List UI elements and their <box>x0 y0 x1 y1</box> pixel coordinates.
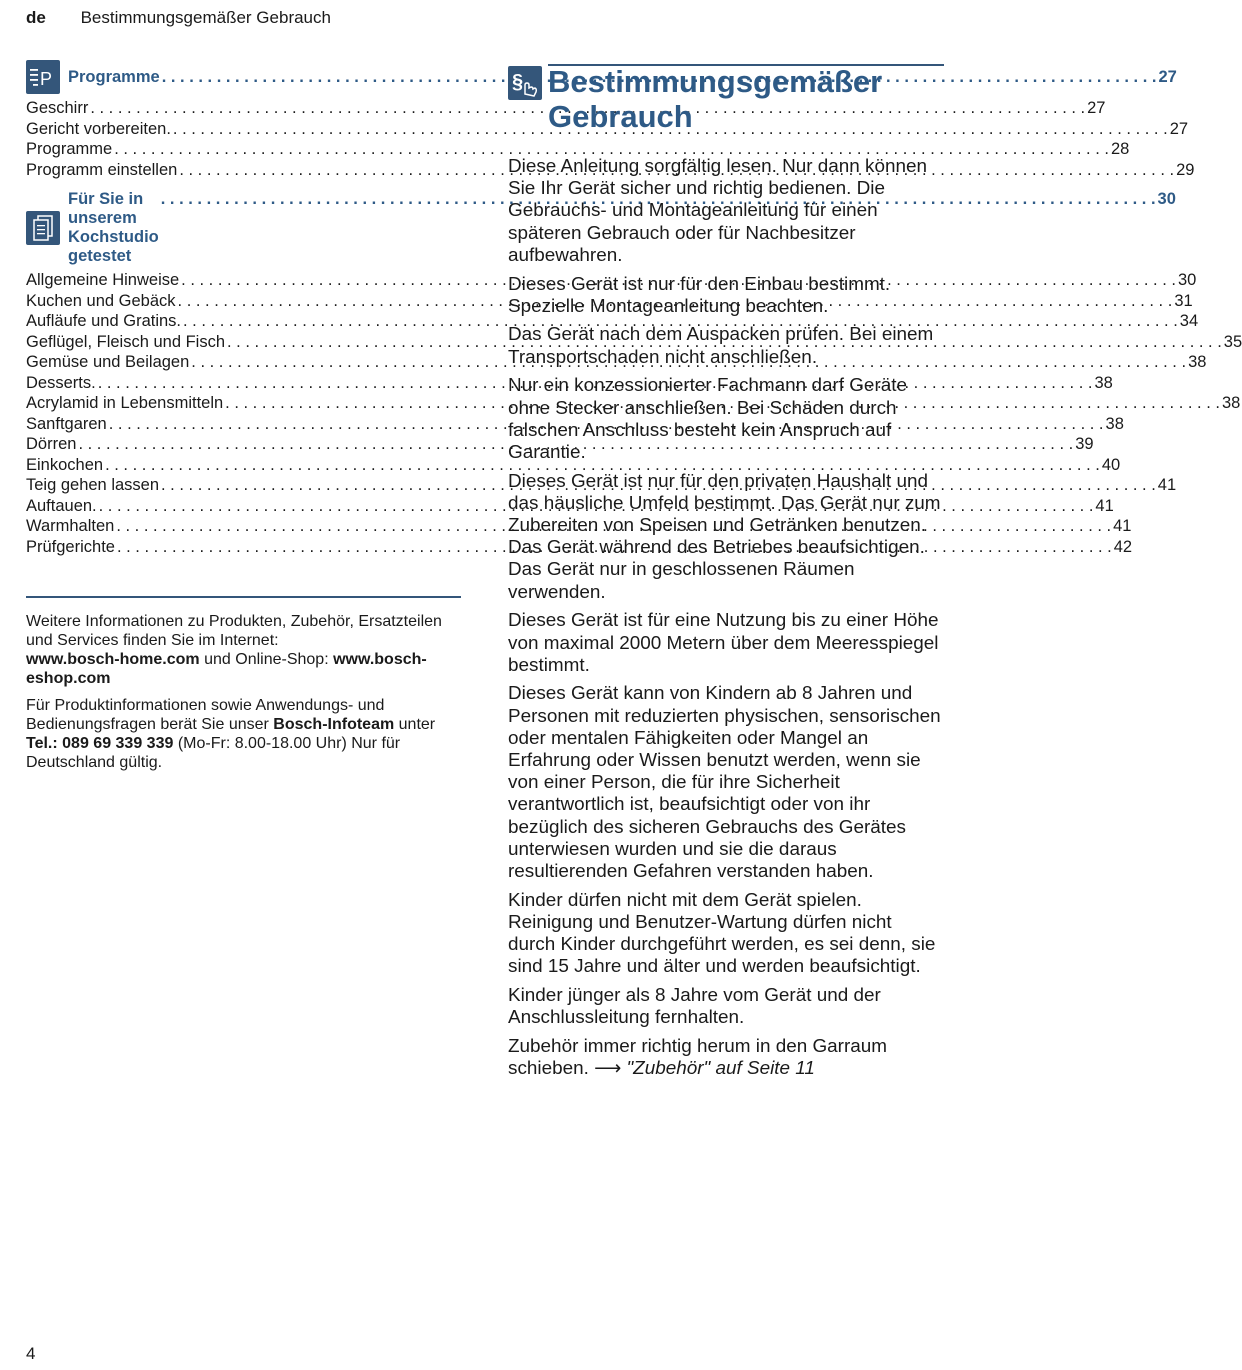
language-code: de <box>26 8 46 27</box>
toc-entry[interactable] <box>26 496 1114 517</box>
phone-number[interactable]: Tel.: 089 69 339 339 <box>26 735 174 752</box>
toc-entry-page: 27 <box>1169 119 1189 138</box>
toc-entry[interactable] <box>26 332 1242 353</box>
toc-entry-label: Programme <box>26 140 113 158</box>
toc-entry[interactable] <box>26 434 1094 455</box>
toc-entry-page: 31 <box>1174 291 1193 310</box>
toc-entry[interactable] <box>26 119 1189 140</box>
toc-entry-label: Gericht vorbereiten. <box>26 119 171 138</box>
toc-entry-label: Warmhalten <box>26 517 115 535</box>
toc-entry-page: 38 <box>1094 373 1113 392</box>
eshop-link[interactable]: www.bosch-eshop.com <box>26 651 427 687</box>
toc-section-page: 27 <box>1158 67 1177 86</box>
toc-section-page: 30 <box>1157 190 1176 208</box>
page-header <box>26 8 331 28</box>
toc-entry[interactable] <box>26 516 1132 537</box>
toc-section-programme[interactable] <box>26 60 1177 94</box>
section-paragraph: Kinder jünger als 8 Jahre vom Gerät und der Anschlussleitung fernhalten. <box>508 985 881 1029</box>
toc-entry-page: 39 <box>1075 435 1094 453</box>
toc-entry[interactable] <box>26 414 1124 435</box>
section-paragraph: Nur ein konzessionierter Fachmann darf Geräte ohne Stecker anschließen. Bei Schäden durch falschen Anschluss besteht kein Anspruch auf Garantie. <box>508 375 907 463</box>
info-paragraph-contact <box>26 696 464 772</box>
info-text: Weitere Informationen zu Produkten, Zubehör, Ersatzteilen und Services finden Sie im Internet: <box>26 613 442 649</box>
info-text: (Mo-Fr: 8.00-18.00 Uhr) Nur für Deutschland gültig. <box>26 735 401 771</box>
toc-entry-label: Einkochen <box>26 455 104 474</box>
cross-reference-link[interactable]: "Zubehör" auf Seite 11 <box>626 1058 815 1080</box>
website-link[interactable]: www.bosch-home.com <box>26 651 200 668</box>
toc-entry-page: 27 <box>1087 99 1106 117</box>
paragraph-hand-icon <box>508 66 542 100</box>
info-text: unter <box>398 716 436 733</box>
toc-entry[interactable] <box>26 291 1193 312</box>
toc-entry[interactable] <box>26 160 1195 181</box>
header-title: Bestimmungsgemäßer Gebrauch <box>80 8 331 27</box>
toc-entry-page: 40 <box>1101 455 1121 474</box>
toc-entry-page: 29 <box>1176 160 1195 179</box>
toc-entry[interactable] <box>26 270 1197 291</box>
toc-entry-page: 38 <box>1105 414 1124 433</box>
programme-icon <box>26 60 60 94</box>
infoteam-name: Bosch-Infoteam <box>273 716 395 733</box>
toc-entry-page: 42 <box>1113 537 1133 556</box>
toc-entry-label: Kuchen und Gebäck <box>26 291 176 310</box>
toc-entry-page: 34 <box>1179 312 1199 330</box>
toc-entry-label: Desserts. <box>26 373 96 392</box>
toc-entry-label: Acrylamid in Lebensmitteln <box>26 394 224 412</box>
section-header <box>508 64 944 156</box>
toc-entry[interactable] <box>26 373 1113 394</box>
toc-entry-page: 35 <box>1223 332 1242 351</box>
toc-entry-page: 41 <box>1157 476 1177 494</box>
section-title: Bestimmungsgemäßer Gebrauch <box>548 64 883 134</box>
toc-entry-page: 28 <box>1110 140 1130 158</box>
section-paragraph: Diese Anleitung sorgfältig lesen. Nur dann können Sie Ihr Gerät sicher und richtig bedienen. Die Gebrauchs- und Montageanleitung für einen späteren Gebrauch oder für Nachbesitzer aufbewahren. <box>508 156 928 266</box>
svg-text:§: § <box>512 71 524 93</box>
toc-entry-label: Dörren <box>26 435 77 453</box>
toc-section-title: Programme <box>68 67 160 86</box>
document-icon <box>26 211 60 245</box>
section-paragraph: Das Gerät nach dem Auspacken prüfen. Bei einem Transportschaden nicht anschließen. <box>508 324 934 368</box>
toc-entry[interactable] <box>26 352 1207 373</box>
page-number: 4 <box>26 1344 36 1363</box>
section-body <box>508 156 944 1030</box>
toc-entry-label: Geflügel, Fleisch und Fisch <box>26 332 226 351</box>
section-paragraph: Dieses Gerät kann von Kindern ab 8 Jahren und Personen mit reduzierten physischen, sensorischen oder mentalen Fähigkeiten oder Mangel an Erfahrung oder Wissen benutzt werden, wenn sie von einer Person, die für ihre Sicherheit verantwortlich ist, beaufsichtigt oder von ihr bezüglich des sicheren Gebrauchs des Gerätes unterwiesen wurden und sie die daraus resultierenden Gefahren verstanden haben. <box>508 683 941 883</box>
toc-entry[interactable] <box>26 393 1241 414</box>
svg-text:P: P <box>40 69 53 89</box>
toc-entry-label: Sanftgaren <box>26 414 107 433</box>
info-paragraph-web <box>26 612 464 688</box>
toc-entry-label: Geschirr <box>26 99 89 117</box>
toc-entry-label: Gemüse und Beilagen <box>26 353 190 371</box>
info-block <box>26 612 464 780</box>
main-section <box>508 64 944 1087</box>
toc-entry[interactable] <box>26 475 1177 496</box>
section-paragraph: Dieses Gerät ist für eine Nutzung bis zu einer Höhe von maximal 2000 Metern über dem Meeresspiegel bestimmt. <box>508 610 939 676</box>
toc-entry-page: 30 <box>1177 271 1197 289</box>
section-paragraph: Dieses Gerät ist nur für den privaten Haushalt und das häusliche Umfeld bestimmt. Das Gerät nur zum Zubereiten von Speisen und Getränken benutzen. Das Gerät während des Betriebes beaufsichtigen. Das Gerät nur in geschlossenen Räumen verwenden. <box>508 470 941 603</box>
toc-entry[interactable] <box>26 537 1133 558</box>
toc-entry-label: Allgemeine Hinweise <box>26 271 180 289</box>
toc-entry[interactable] <box>26 455 1121 476</box>
toc-section-title: Für Sie in unserem Kochstudio getestet <box>68 190 159 265</box>
section-paragraph: Dieses Gerät ist nur für den Einbau bestimmt. Spezielle Montageanleitung beachten. <box>508 273 891 317</box>
toc-entry-label: Programm einstellen <box>26 160 178 179</box>
paragraph-accessory <box>508 1036 944 1080</box>
toc-entry-page: 41 <box>1113 517 1132 535</box>
toc-entry-page: 41 <box>1095 496 1114 515</box>
toc-entry-label: Aufläufe und Gratins. <box>26 312 182 330</box>
paragraph-text: Zubehör immer richtig herum in den Garraum schieben. <box>508 1036 888 1080</box>
toc-entry-label: Auftauen. <box>26 496 97 515</box>
toc-entry-label: Teig gehen lassen <box>26 476 160 494</box>
divider <box>26 596 461 598</box>
toc-entry[interactable] <box>26 311 1199 332</box>
toc-entry-page: 38 <box>1221 394 1241 412</box>
toc-entry-page: 38 <box>1188 353 1207 371</box>
toc-entry[interactable] <box>26 139 1130 160</box>
section-paragraph: Kinder dürfen nicht mit dem Gerät spielen. Reinigung und Benutzer-Wartung dürfen nicht durch Kinder durchgeführt werden, es sei denn, sie sind 15 Jahre und älter und werden beaufsichtigt. <box>508 889 936 978</box>
arrow-icon: ⟶ <box>594 1058 622 1080</box>
toc-entry-label: Prüfgerichte <box>26 537 115 556</box>
info-text: Für Produktinformationen sowie Anwendungs- und Bedienungsfragen berät Sie unser <box>26 697 385 733</box>
info-text: und Online-Shop: <box>204 651 329 668</box>
toc-entry[interactable] <box>26 98 1106 119</box>
